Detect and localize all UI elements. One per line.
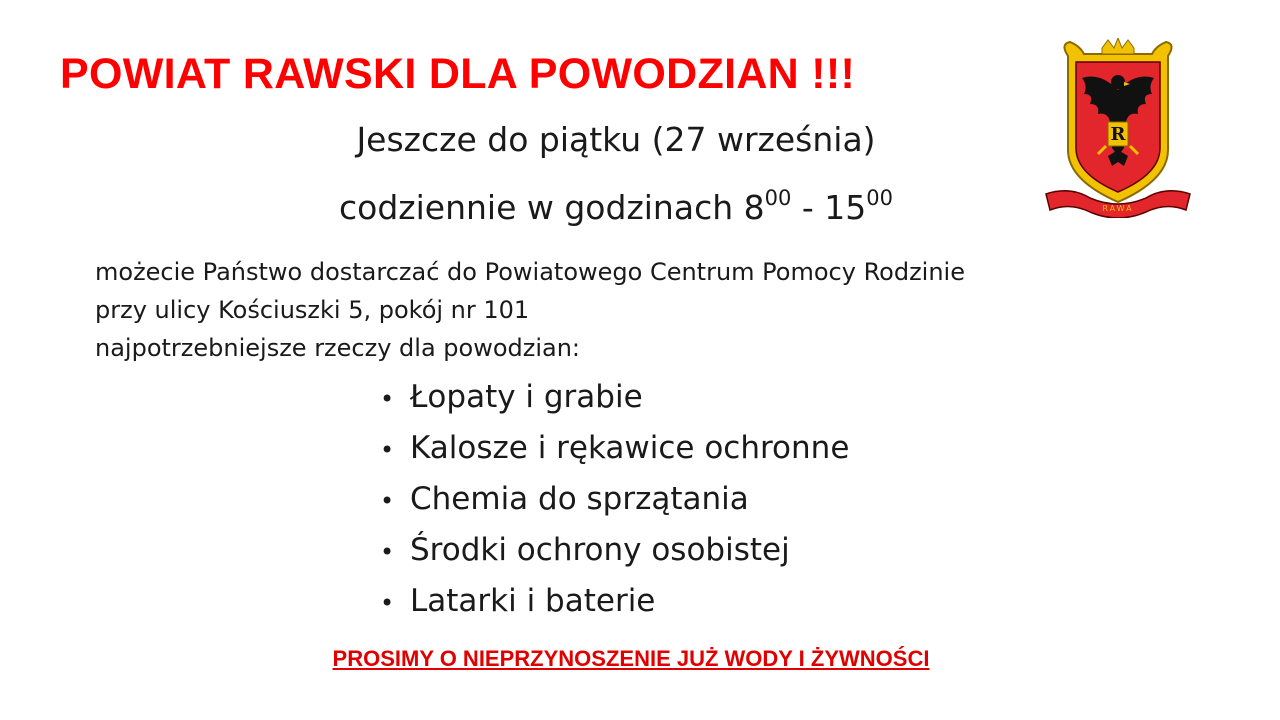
svg-text:R: R [1110, 124, 1126, 145]
bullet-icon: • [380, 538, 395, 566]
bullet-icon: • [380, 589, 395, 617]
list-item [380, 423, 849, 474]
list-item-label: Chemia do sprzątania [410, 481, 749, 517]
list-item [380, 474, 849, 525]
needed-items-list [380, 372, 849, 627]
footer-note: PROSIMY O NIEPRZYNOSZENIE JUŻ WODY I ŻYWNOŚCI [332, 646, 930, 671]
list-item-label: Środki ochrony osobistej [410, 532, 790, 568]
hours-from-minutes: 00 [764, 186, 792, 210]
bullet-icon: • [380, 436, 395, 464]
bullet-icon: • [380, 487, 395, 515]
list-item-label: Kalosze i rękawice ochronne [410, 430, 850, 466]
bullet-icon: • [380, 385, 395, 413]
body-line-1: możecie Państwo dostarczać do Powiatowego Centrum Pomocy Rodzinie [95, 258, 965, 286]
headline: POWIAT RAWSKI DLA POWODZIAN !!! [60, 50, 856, 98]
hours-line [0, 188, 1232, 227]
body-line-2: przy ulicy Kościuszki 5, pokój nr 101 [95, 296, 530, 324]
list-item-label: Latarki i baterie [410, 583, 656, 619]
hours-separator: - 15 [791, 188, 867, 227]
dates-line: Jeszcze do piątku (27 września) [356, 120, 876, 159]
svg-text:RAWA: RAWA [1102, 204, 1134, 213]
hours-prefix: codziennie w godzinach 8 [339, 188, 765, 227]
body-line-3: najpotrzebniejsze rzeczy dla powodzian: [95, 334, 581, 362]
hours-to-minutes: 00 [866, 186, 893, 210]
list-item-label: Łopaty i grabie [410, 379, 643, 415]
list-item [380, 525, 849, 576]
list-item [380, 576, 849, 627]
list-item [380, 372, 849, 423]
